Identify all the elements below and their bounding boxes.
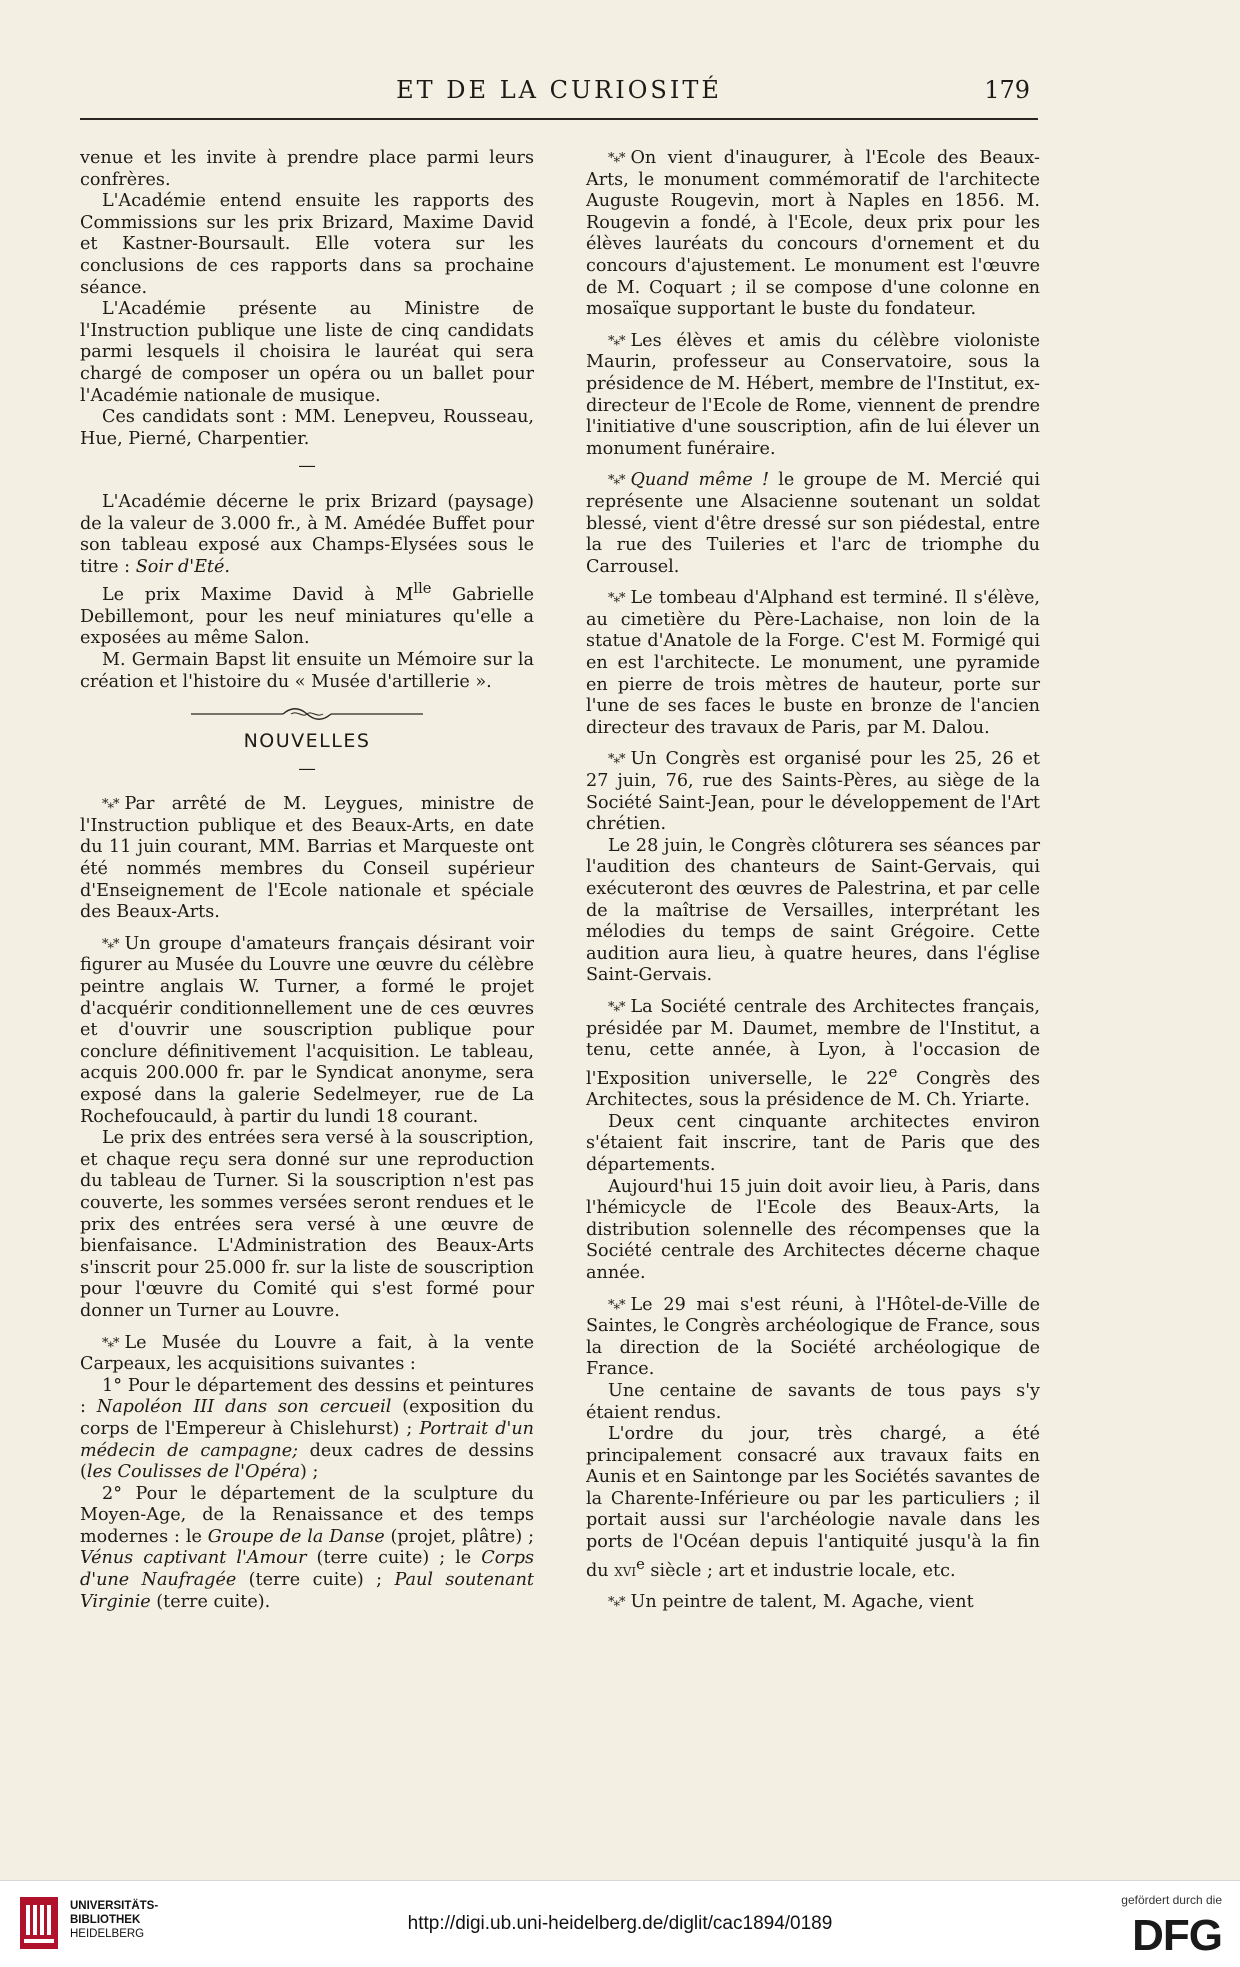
digitization-footer	[0, 1880, 1240, 1967]
text-span: (projet, plâtre) ;	[384, 1526, 534, 1547]
asterism: *⁎*	[608, 999, 625, 1015]
artwork-title: Corps d'une Naufragée	[80, 1548, 534, 1591]
artwork-title: Groupe de la Danse	[207, 1526, 385, 1547]
artwork-title: Vénus captivant l'Amour	[80, 1548, 307, 1569]
news-item	[80, 794, 534, 924]
library-name-line: BIBLIOTHEK	[70, 1914, 141, 1926]
paragraph	[80, 578, 534, 650]
asterism: *⁎*	[102, 936, 119, 952]
text-span: Un groupe d'amateurs français désirant voir figurer au Musée du Louvre une œuvre du célèbre peintre anglais W. Turner, a formé le projet d'acquérir conditionnellement une de ces œuvres et d'ouvrir une souscription publique pour conclure définitivement l'acquisition. Le tableau, acquis 200.000 fr. par le Syndicat anonyme, sera exposé dans la galerie Sedelmeyer, rue de La Rochefoucauld, à partir du lundi 18 courant.	[80, 933, 534, 1127]
text-span: siècle ; art et industrie locale, etc.	[644, 1560, 956, 1581]
news-item	[586, 749, 1040, 835]
library-name-line: UNIVERSITÄTS-	[70, 1900, 159, 1912]
artwork-title: Soir d'Eté.	[135, 556, 230, 577]
text-span: Le Musée du Louvre a fait, à la vente Carpeaux, les acquisitions suivantes :	[80, 1332, 534, 1375]
dfg-logo: DFG	[1132, 1911, 1222, 1960]
artwork-title: les Coulisses de l'Opéra	[86, 1462, 300, 1483]
text-span: (terre cuite) ; le	[306, 1548, 482, 1569]
running-title: ET DE LA CURIOSITÉ	[396, 76, 722, 104]
text-span: La Société centrale des Architectes français, présidée par M. Daumet, membre de l'Institut, a tenu, cette année, à Lyon, à l'occasion de l'Exposition universelle, le 22	[586, 996, 1040, 1089]
paragraph: Le 28 juin, le Congrès clôturera ses séances par l'audition des chanteurs de Saint-Gervais, qui exécuteront des œuvres de Palestrina, et par celle de la maîtrise de Versailles, interprétant les mélodies du temps de saint Grégoire. Cette audition aura lieu, à quatre heures, dans l'église Saint-Gervais.	[586, 835, 1040, 986]
news-item	[586, 997, 1040, 1112]
superscript: lle	[413, 580, 432, 598]
news-item	[586, 331, 1040, 461]
text-span: L'ordre du jour, très chargé, a été principalement consacré aux travaux faits en Aunis et en Saintonge par les Sociétés savantes de la Charente-Inférieure ou par les particuliers ; il portait aussi sur l'archéologie navale dans les ports de l'Océan depuis l'antiquité jusqu'à la fin du	[586, 1424, 1040, 1581]
paragraph: Ces candidats sont : MM. Lenepveu, Rousseau, Hue, Pierné, Charpentier.	[80, 407, 534, 449]
asterism: *⁎*	[608, 473, 625, 489]
artwork-title: Quand même !	[630, 470, 770, 491]
text-span: Gabrielle Debillemont, pour les neuf miniatures qu'elle a exposées au même Salon.	[80, 585, 535, 649]
source-url-link[interactable]: http://digi.ub.uni-heidelberg.de/diglit/cac1894/0189	[407, 1913, 833, 1934]
text-span: Le tombeau d'Alphand est terminé. Il s'élève, au cimetière du Père-Lachaise, non loin de la statue d'Anatole de la Forge. C'est M. Formigé qui en est l'architecte. Le monument, une pyramide en pierre de trois mètres de hauteur, porte sur l'une de ses faces le buste en bronze de l'ancien directeur des travaux de Paris, par M. Dalou.	[586, 588, 1040, 738]
text-span: Par arrêté de M. Leygues, ministre de l'Instruction publique et des Beaux-Arts, en date du 11 juin courant, MM. Barrias et Marqueste ont été nommés membres du Conseil supérieur d'Enseignement de l'Ecole nationale et spéciale des Beaux-Arts.	[80, 794, 534, 923]
asterism: *⁎*	[608, 151, 625, 166]
text-span: Un Congrès est organisé pour les 25, 26 et 27 juin, 76, rue des Saints-Pères, au siège de la Société Saint-Jean, pour le développement de l'Art chrétien.	[586, 749, 1040, 835]
text-span: 1° Pour le département des dessins et peintures :	[80, 1375, 534, 1418]
text-span: L'Académie décerne le prix Brizard (paysage) de la valeur de 3.000 fr., à M. Amédée Buffet pour son tableau exposé aux Champs-Elysées sous le titre :	[80, 491, 534, 577]
header-rule	[80, 118, 1038, 120]
news-item	[586, 1295, 1040, 1381]
section-title: NOUVELLES	[243, 730, 371, 753]
asterism: *⁎*	[608, 333, 625, 349]
text-span: On vient d'inaugurer, à l'Ecole des Beaux-Arts, le monument commémoratif de l'architecte Auguste Rougevin, mort à Naples en 1856. M. Rougevin a fondé, à l'Ecole, deux prix pour les élèves lauréats du concours d'ornement et du concours d'ajustement. Le monument est l'œuvre de M. Coquart ; il se compose d'une colonne en mosaïque supportant le buste du fondateur.	[586, 148, 1040, 320]
artwork-title: Portrait d'un médecin de campagne;	[80, 1418, 534, 1461]
text-span: ) ;	[300, 1462, 319, 1483]
asterism: *⁎*	[102, 797, 119, 813]
news-item	[586, 588, 1040, 739]
paragraph: Deux cent cinquante architectes environ s'étaient fait inscrire, tant de Paris que des départements.	[586, 1111, 1040, 1175]
paragraph	[586, 1424, 1040, 1582]
artwork-title: Paul soutenant Virginie	[80, 1570, 534, 1612]
separator-dash: —	[298, 758, 316, 779]
asterism: *⁎*	[608, 1595, 625, 1611]
paragraph: L'Académie entend ensuite les rapports des Commissions sur les prix Brizard, Maxime David et Kastner-Boursault. Elle votera sur les conclusions de ces rapports dans sa prochaine séance.	[80, 191, 534, 298]
text-span: Congrès des Architectes, sous la présidence de M. Ch. Yriarte.	[586, 1068, 1040, 1111]
library-name-line: HEIDELBERG	[70, 1928, 145, 1940]
news-item	[80, 934, 534, 1128]
news-item	[586, 1592, 1040, 1614]
paragraph: M. Germain Bapst lit ensuite un Mémoire sur la création et l'histoire du « Musée d'artillerie ».	[80, 649, 534, 692]
asterism: *⁎*	[608, 1297, 625, 1313]
paragraph	[80, 1376, 534, 1484]
right-column	[586, 148, 1040, 1614]
text-span: 2° Pour le département de la sculpture du Moyen-Age, de la Renaissance et des temps modernes : le	[80, 1483, 534, 1547]
paragraph: Le prix des entrées sera versé à la souscription, et chaque reçu sera donné sur une reproduction du tableau de Turner. Si la souscription n'est pas couverte, les sommes versées seront rendues et le prix des entrées sera versé à une œuvre de bienfaisance. L'Administration des Beaux-Arts s'inscrit pour 25.000 fr. sur la liste de souscription pour l'œuvre du Comité qui s'est formé pour donner un Turner au Louvre.	[80, 1128, 534, 1321]
superscript: e	[636, 1555, 645, 1573]
text-span: (terre cuite) ;	[236, 1570, 395, 1591]
asterism: *⁎*	[102, 1335, 119, 1351]
century-numeral: xvi	[614, 1560, 637, 1581]
running-header	[80, 68, 1038, 118]
text-span: deux cadres de dessins (	[80, 1440, 534, 1483]
paragraph: L'Académie présente au Ministre de l'Instruction publique une liste de cinq candidats parmi lesquels il choisira le lauréat qui sera chargé de composer un opéra ou un ballet pour l'Académie nationale de musique.	[80, 299, 534, 406]
paragraph: venue et les invite à prendre place parmi leurs confrères.	[80, 148, 534, 190]
news-item	[586, 470, 1040, 578]
paragraph	[80, 492, 534, 578]
news-item	[586, 148, 1040, 321]
paragraph: Une centaine de savants de tous pays s'y étaient rendus.	[586, 1380, 1040, 1423]
text-span: Le prix Maxime David à M	[102, 585, 414, 606]
text-span: (exposition du corps de l'Empereur à Chislehurst) ;	[80, 1397, 535, 1439]
text-span: Un peintre de talent, M. Agache, vient	[630, 1592, 974, 1613]
left-column	[80, 148, 534, 1613]
text-span: (terre cuite).	[150, 1591, 271, 1612]
funding-caption: gefördert durch die	[1121, 1893, 1222, 1907]
superscript: e	[888, 1063, 898, 1081]
text-span: Les élèves et amis du célèbre violoniste Maurin, professeur au Conservatoire, sous la présidence de M. Hébert, membre de l'Institut, ex-directeur de l'Ecole de Rome, viennent de prendre l'initiative d'une souscription, afin de lui élever un monument funéraire.	[586, 330, 1040, 459]
asterism: *⁎*	[608, 591, 625, 607]
separator-dash: —	[298, 456, 316, 477]
ornament-divider	[187, 705, 427, 721]
asterism: *⁎*	[608, 752, 625, 768]
text-span: le groupe de M. Mercié qui représente une Alsacienne soutenant un soldat blessé, vient d'être dressé sur son piédestal, entre la rue des Tuileries et l'arc de triomphe du Carrousel.	[586, 470, 1040, 577]
text-span: Le 29 mai s'est réuni, à l'Hôtel-de-Ville de Saintes, le Congrès archéologique de France, sous la direction de la Société archéologique de France.	[586, 1294, 1040, 1380]
paragraph: Aujourd'hui 15 juin doit avoir lieu, à Paris, dans l'hémicycle de l'Ecole des Beaux-Arts, la distribution solennelle des récompenses que la Société centrale des Architectes décerne chaque année.	[586, 1176, 1040, 1283]
artwork-title: Napoléon III dans son cercueil	[96, 1397, 392, 1418]
paragraph	[80, 1484, 534, 1614]
page-number: 179	[984, 76, 1030, 104]
news-item	[80, 1333, 534, 1376]
